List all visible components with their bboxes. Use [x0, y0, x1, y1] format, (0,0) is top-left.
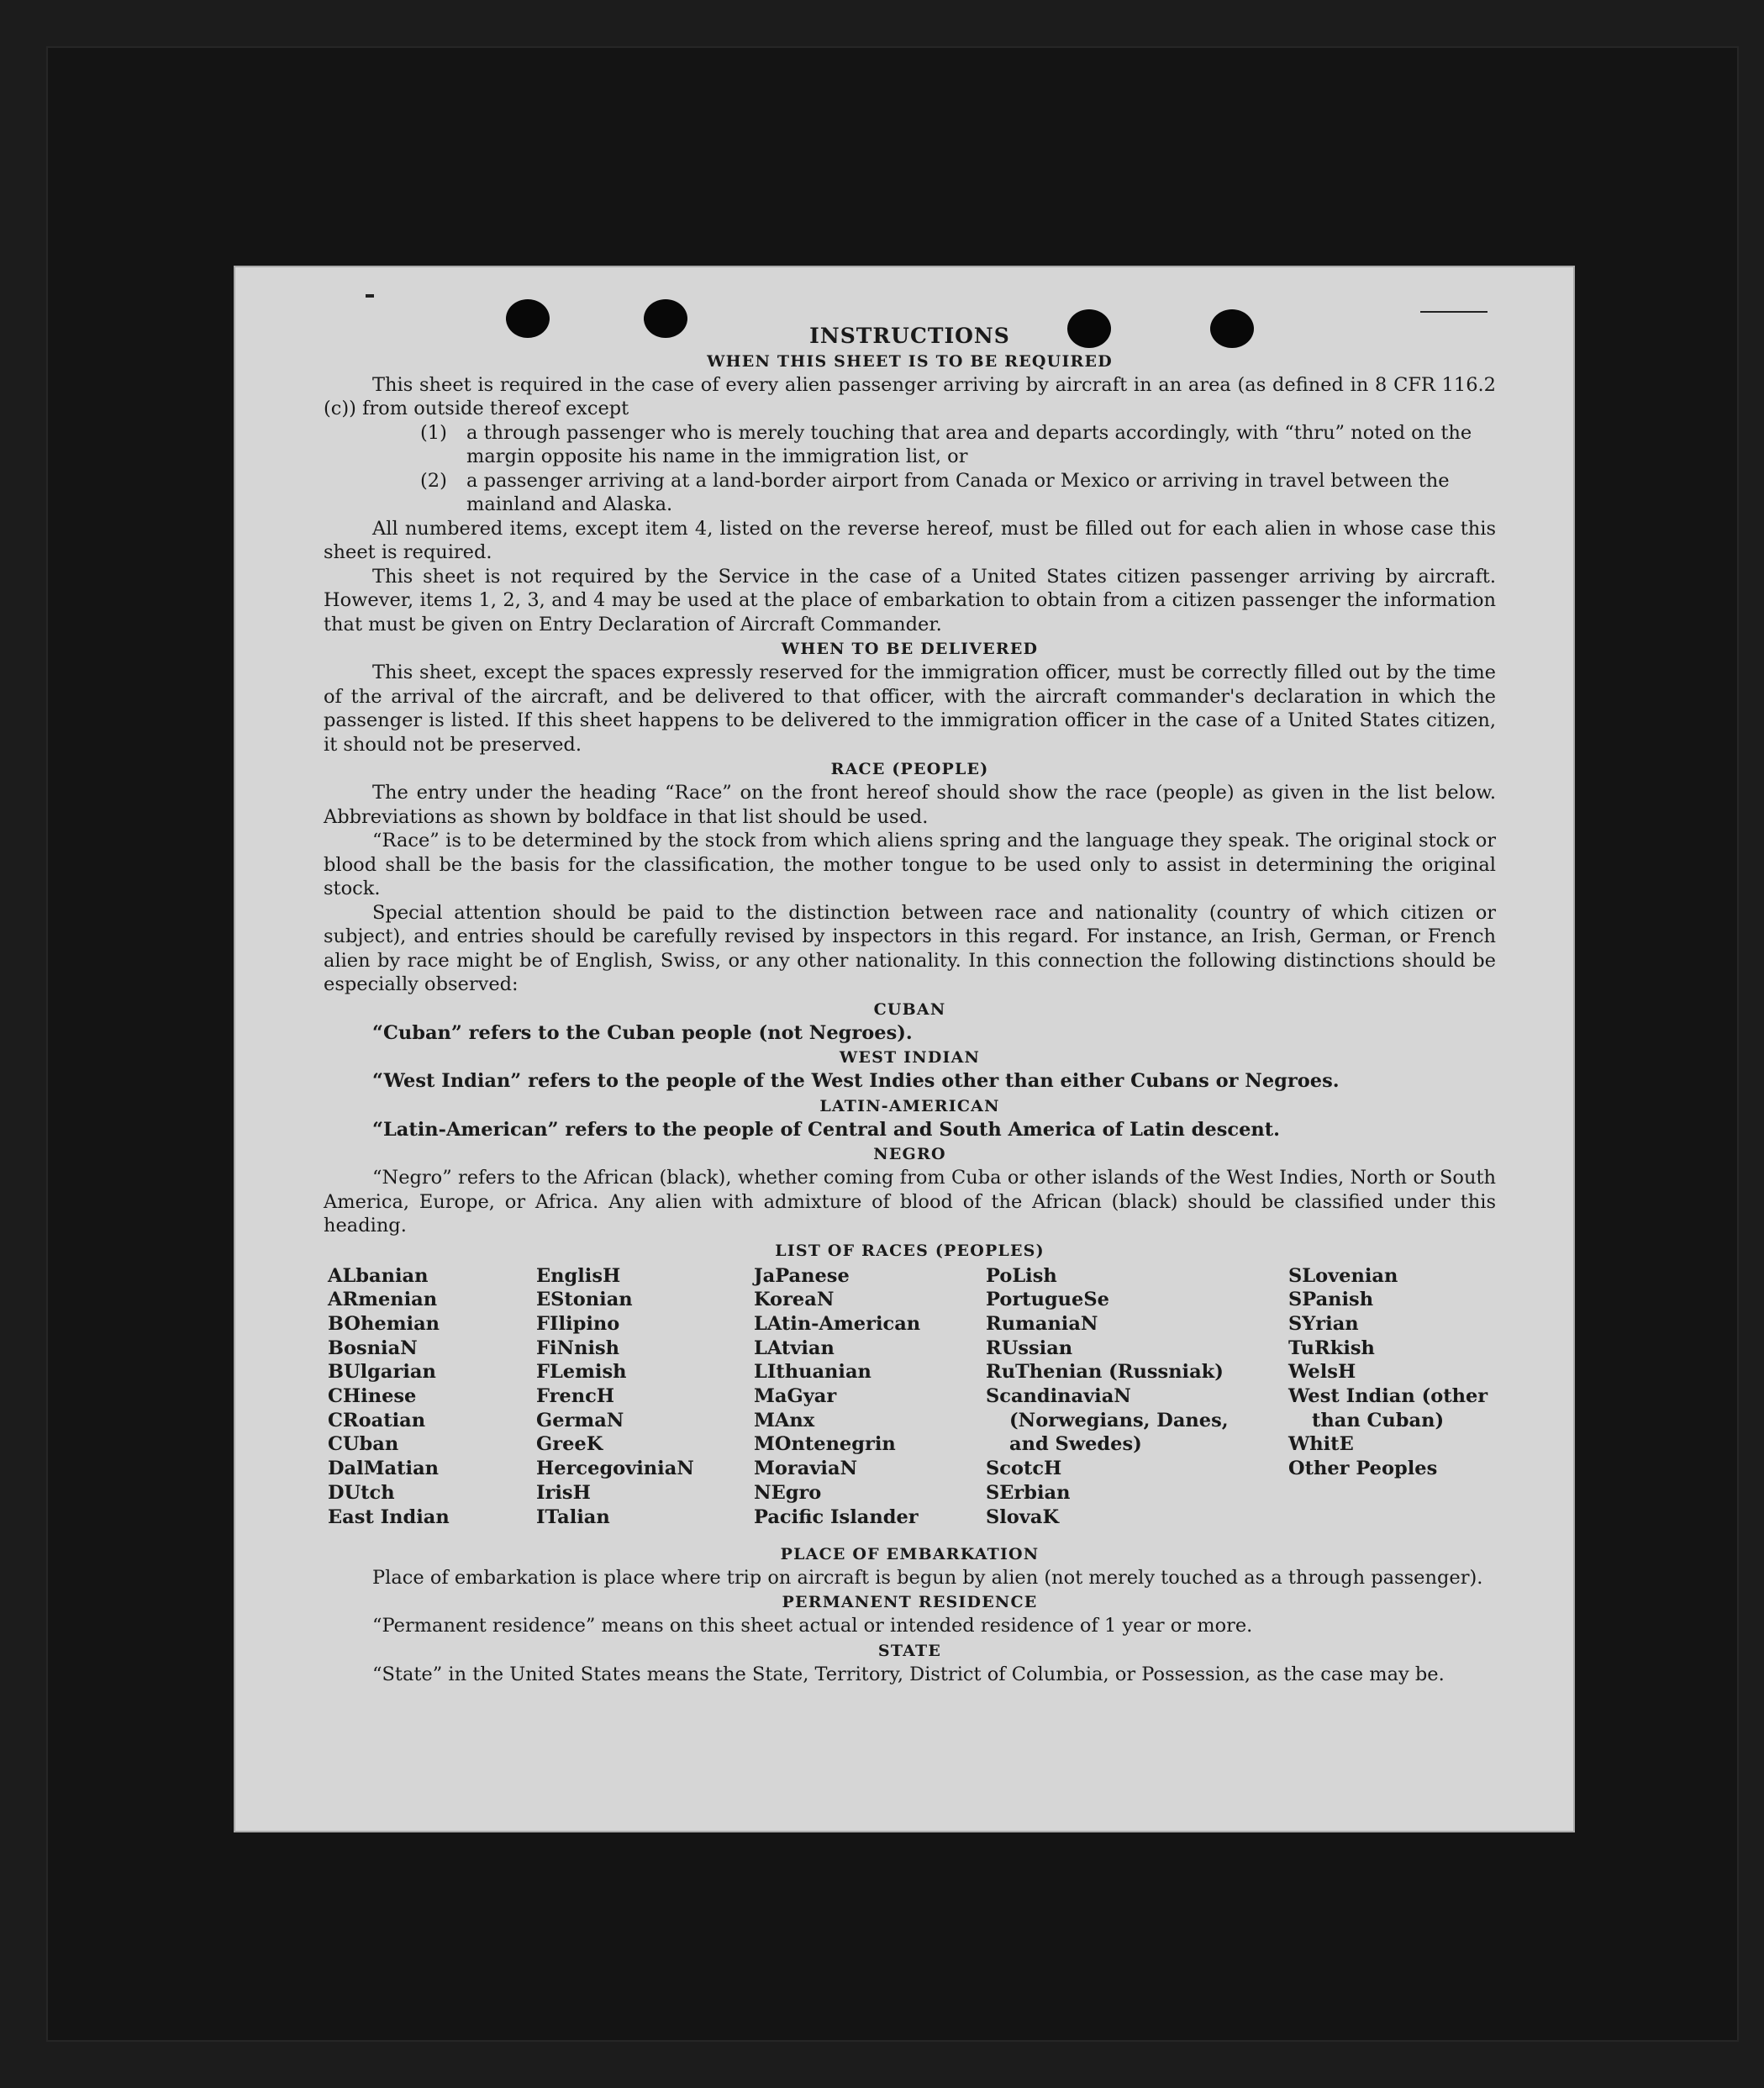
section-heading: PERMANENT RESIDENCE	[782, 1593, 1038, 1611]
ink-speck	[1420, 311, 1488, 313]
definition: “Negro” refers to the African (black), whether coming from Cuba or other islands of the West Indies, North or South America, Europe, or Africa. Any alien with admixture of blood of the African (black) should be classified under this heading.	[324, 1167, 1496, 1236]
race-item: ScotcH	[986, 1458, 1062, 1480]
race-item: Other Peoples	[1288, 1458, 1438, 1480]
instruction-sheet	[235, 267, 1573, 1831]
race-item: LAtvian	[754, 1337, 835, 1359]
race-item: PoLish	[986, 1264, 1057, 1287]
race-item: MoraviaN	[754, 1458, 858, 1480]
race-item: EStonian	[536, 1289, 633, 1311]
list-item	[420, 421, 1496, 469]
paragraph: “Race” is to be determined by the stock from which aliens spring and the language they speak. The original stock or blood shall be the basis for the classification, the mother tongue to be used only to assist in determining the original stock.	[324, 830, 1496, 899]
race-item: ALbanian	[328, 1264, 429, 1287]
race-column	[1288, 1264, 1507, 1481]
section-heading: NEGRO	[873, 1145, 946, 1163]
race-item: ScandinaviaN (Norwegians, Danes, and Swedes)	[986, 1385, 1229, 1456]
race-item: FiNnish	[536, 1337, 620, 1359]
race-item: IrisH	[536, 1481, 591, 1504]
race-item: WhitE	[1288, 1433, 1354, 1456]
paragraph: Special attention should be paid to the distinction between race and nationality (country of which citizen or subject), and entries should be carefully revised by inspectors in this regard. For instance, an Irish, German, or French alien by race might be of English, Swiss, or any other nationality. In this connection the following distinctions should be especially observed:	[324, 901, 1496, 995]
paragraph: The entry under the heading “Race” on the front hereof should show the race (people) as given in the list below. Abbreviations as shown by boldface in that list should be used.	[324, 782, 1496, 828]
race-column	[754, 1264, 920, 1530]
race-item: Pacific Islander	[754, 1505, 919, 1528]
race-item: GermaN	[536, 1409, 624, 1432]
definition: “Latin-American” refers to the people of Central and South America of Latin descent.	[372, 1118, 1280, 1141]
section-heading: LATIN-AMERICAN	[819, 1096, 1000, 1115]
item-text: a passenger arriving at a land-border airport from Canada or Mexico or arriving in travel between the mainland and Alaska.	[466, 469, 1450, 515]
race-item: MAnx	[754, 1409, 815, 1432]
race-item: RuThenian (Russniak)	[986, 1361, 1224, 1384]
race-item: PortugueSe	[986, 1289, 1109, 1311]
race-column	[328, 1264, 450, 1530]
race-item: EnglisH	[536, 1264, 621, 1287]
race-item: BosniaN	[328, 1337, 418, 1359]
race-item: BUlgarian	[328, 1361, 436, 1384]
ink-speck	[366, 294, 374, 298]
race-item: MOntenegrin	[754, 1433, 896, 1456]
race-item: RUssian	[986, 1337, 1073, 1359]
page-title: INSTRUCTIONS	[809, 324, 1010, 348]
race-item: HercegoviniaN	[536, 1458, 694, 1480]
race-item: MaGyar	[754, 1385, 837, 1408]
list-item	[420, 469, 1496, 517]
section-heading: WHEN TO BE DELIVERED	[781, 640, 1039, 658]
section-heading: WHEN THIS SHEET IS TO BE REQUIRED	[707, 351, 1113, 371]
race-item: SlovaK	[986, 1505, 1060, 1528]
item-number: (2)	[420, 469, 447, 492]
paragraph: “State” in the United States means the State, Territory, District of Columbia, or Possession, as the case may be.	[372, 1663, 1445, 1685]
paragraph: This sheet is not required by the Service in the case of a United States citizen passenger arriving by aircraft. However, items 1, 2, 3, and 4 may be used at the place of embarkation to obtain from a citizen passenger the information that must be given on Entry Declaration of Aircraft Commander.	[324, 565, 1496, 635]
race-item: SPanish	[1288, 1289, 1374, 1311]
paragraph: All numbered items, except item 4, listed on the reverse hereof, must be filled out for each alien in whose case this sheet is required.	[324, 517, 1496, 563]
race-item: KoreaN	[754, 1289, 835, 1311]
race-item: SErbian	[986, 1481, 1071, 1504]
section-heading: PLACE OF EMBARKATION	[780, 1544, 1040, 1563]
race-column	[536, 1264, 694, 1530]
race-item: SLovenian	[1288, 1264, 1398, 1287]
paragraph: This sheet is required in the case of every alien passenger arriving by aircraft in an area (as defined in 8 CFR 116.2 (c)) from outside thereof except	[324, 373, 1496, 419]
item-number: (1)	[420, 421, 447, 444]
section-heading: CUBAN	[873, 999, 946, 1019]
race-item: CHinese	[328, 1385, 417, 1408]
race-item: BOhemian	[328, 1312, 440, 1335]
race-item: FIlipino	[536, 1312, 620, 1335]
race-item: LAtin-American	[754, 1312, 921, 1335]
race-item: FrencH	[536, 1385, 615, 1408]
race-list	[324, 1264, 1496, 1542]
paragraph: Place of embarkation is place where trip on aircraft is begun by alien (not merely touched as a through passenger).	[372, 1566, 1483, 1589]
race-item: West Indian (other than Cuban)	[1288, 1385, 1488, 1432]
section-heading: LIST OF RACES (PEOPLES)	[775, 1241, 1045, 1260]
race-item: ARmenian	[328, 1289, 438, 1311]
race-item: RumaniaN	[986, 1312, 1098, 1335]
race-item: CUban	[328, 1433, 399, 1456]
race-item: CRoatian	[328, 1409, 426, 1432]
definition: “West Indian” refers to the people of the West Indies other than either Cubans or Negroes.	[372, 1070, 1340, 1092]
paragraph: “Permanent residence” means on this sheet actual or intended residence of 1 year or more.	[372, 1615, 1253, 1637]
race-item: WelsH	[1288, 1361, 1356, 1384]
sheet-content	[324, 324, 1496, 1686]
race-item: FLemish	[536, 1361, 627, 1384]
item-text: a through passenger who is merely touching that area and departs accordingly, with “thru” noted on the margin opposite his name in the immigration list, or	[466, 421, 1472, 467]
race-item: JaPanese	[754, 1264, 850, 1287]
section-heading: RACE (PEOPLE)	[830, 760, 989, 778]
paragraph: This sheet, except the spaces expressly reserved for the immigration officer, must be correctly filled out by the time of the arrival of the aircraft, and be delivered to that officer, with the aircraft commander's declaration in which the passenger is listed. If this sheet happens to be delivered to the immigration officer in the case of a United States citizen, it should not be preserved.	[324, 662, 1496, 756]
race-item: GreeK	[536, 1433, 603, 1456]
definition: “Cuban” refers to the Cuban people (not Negroes).	[372, 1021, 913, 1044]
race-column	[986, 1264, 1238, 1530]
race-item: LIthuanian	[754, 1361, 871, 1384]
race-item: SYrian	[1288, 1312, 1359, 1335]
race-item: East Indian	[328, 1505, 450, 1528]
race-item: NEgro	[754, 1481, 822, 1504]
section-heading: STATE	[877, 1641, 942, 1660]
race-item: DUtch	[328, 1481, 395, 1504]
race-item: DalMatian	[328, 1458, 440, 1480]
section-heading: WEST INDIAN	[839, 1048, 981, 1067]
race-item: TuRkish	[1288, 1337, 1375, 1359]
race-item: ITalian	[536, 1505, 610, 1528]
